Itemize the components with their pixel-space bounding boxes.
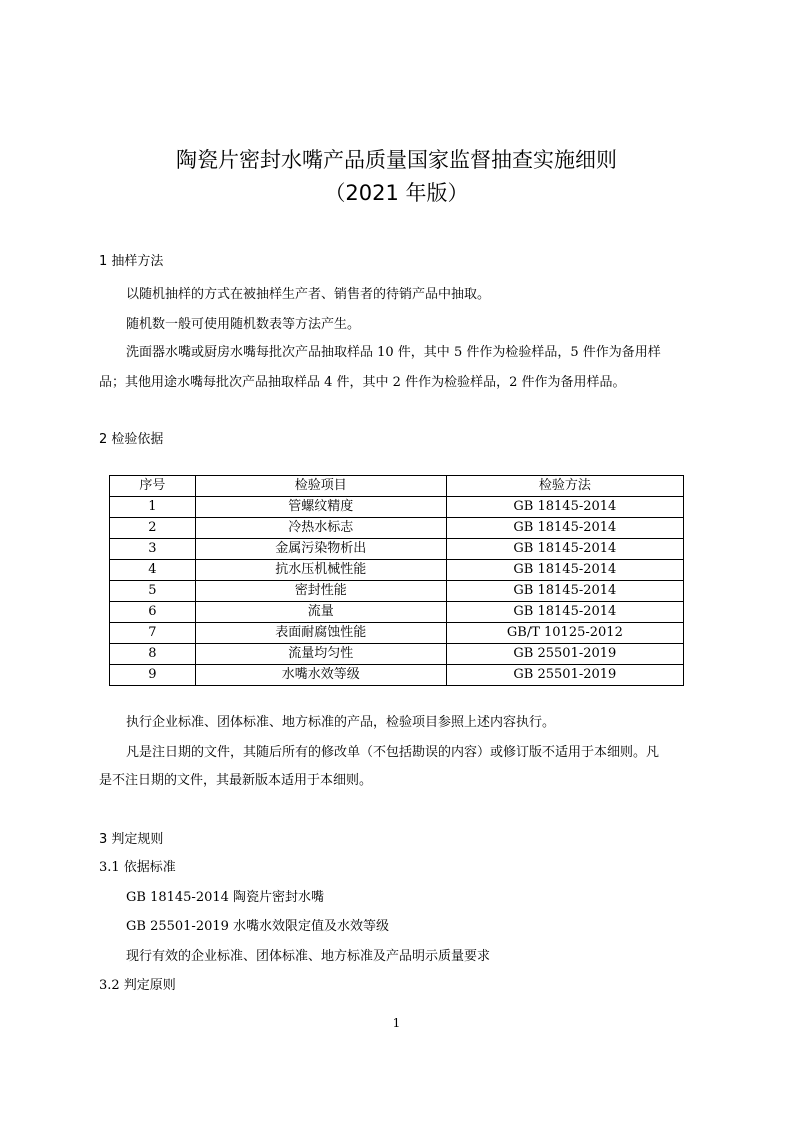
cell-item: 金属污染物析出 bbox=[195, 539, 446, 560]
subsection-3-1-heading: 3.1 依据标准 bbox=[99, 860, 176, 875]
table-row bbox=[110, 497, 684, 518]
section-2-paragraph-2-line-2: 是不注日期的文件，其最新版本适用于本细则。 bbox=[99, 773, 373, 788]
cell-number: 8 bbox=[110, 644, 196, 665]
cell-item: 流量 bbox=[195, 602, 446, 623]
section-1-paragraph-3-line-1: 洗面器水嘴或厨房水嘴每批次产品抽取样品 10 件，其中 5 件作为检验样品，5 件作为备用样 bbox=[126, 345, 661, 360]
section-2-heading: 2 检验依据 bbox=[99, 432, 164, 447]
cell-method: GB 18145-2014 bbox=[446, 602, 683, 623]
table-row bbox=[110, 518, 684, 539]
table-row bbox=[110, 560, 684, 581]
table-row bbox=[110, 665, 684, 686]
cell-item: 流量均匀性 bbox=[195, 644, 446, 665]
cell-method: GB 18145-2014 bbox=[446, 497, 683, 518]
subsection-3-2-heading: 3.2 判定原则 bbox=[99, 978, 176, 993]
page-number: 1 bbox=[392, 1016, 401, 1030]
section-1-paragraph-3-line-2: 品；其他用途水嘴每批次产品抽取样品 4 件，其中 2 件作为检验样品，2 件作为备用样品。 bbox=[99, 375, 626, 390]
inspection-items-table bbox=[109, 475, 684, 686]
cell-item: 冷热水标志 bbox=[195, 518, 446, 539]
column-header-number: 序号 bbox=[110, 476, 196, 497]
cell-item: 表面耐腐蚀性能 bbox=[195, 623, 446, 644]
table-row bbox=[110, 581, 684, 602]
cell-number: 1 bbox=[110, 497, 196, 518]
standard-item-3: 现行有效的企业标准、团体标准、地方标准及产品明示质量要求 bbox=[126, 949, 491, 964]
cell-item: 抗水压机械性能 bbox=[195, 560, 446, 581]
column-header-method: 检验方法 bbox=[446, 476, 683, 497]
section-3-heading: 3 判定规则 bbox=[99, 832, 164, 847]
cell-number: 4 bbox=[110, 560, 196, 581]
table-row bbox=[110, 644, 684, 665]
section-1-paragraph-1: 以随机抽样的方式在被抽样生产者、销售者的待销产品中抽取。 bbox=[126, 287, 491, 302]
standard-item-1: GB 18145-2014 陶瓷片密封水嘴 bbox=[126, 890, 325, 905]
cell-item: 密封性能 bbox=[195, 581, 446, 602]
cell-method: GB 18145-2014 bbox=[446, 518, 683, 539]
cell-number: 5 bbox=[110, 581, 196, 602]
cell-number: 3 bbox=[110, 539, 196, 560]
section-1-paragraph-2: 随机数一般可使用随机数表等方法产生。 bbox=[126, 317, 361, 332]
table-header-row bbox=[110, 476, 684, 497]
document-title: 陶瓷片密封水嘴产品质量国家监督抽查实施细则 bbox=[176, 148, 617, 172]
cell-number: 7 bbox=[110, 623, 196, 644]
cell-method: GB/T 10125-2012 bbox=[446, 623, 683, 644]
cell-method: GB 18145-2014 bbox=[446, 581, 683, 602]
cell-method: GB 18145-2014 bbox=[446, 539, 683, 560]
cell-item: 水嘴水效等级 bbox=[195, 665, 446, 686]
table-row bbox=[110, 539, 684, 560]
standard-item-2: GB 25501-2019 水嘴水效限定值及水效等级 bbox=[126, 919, 390, 934]
section-1-heading: 1 抽样方法 bbox=[99, 254, 164, 269]
cell-number: 2 bbox=[110, 518, 196, 539]
column-header-item: 检验项目 bbox=[195, 476, 446, 497]
cell-number: 9 bbox=[110, 665, 196, 686]
cell-item: 管螺纹精度 bbox=[195, 497, 446, 518]
table-row bbox=[110, 602, 684, 623]
section-2-paragraph-1: 执行企业标准、团体标准、地方标准的产品，检验项目参照上述内容执行。 bbox=[126, 715, 556, 730]
document-edition: （2021 年版） bbox=[324, 181, 469, 205]
cell-method: GB 18145-2014 bbox=[446, 560, 683, 581]
table-row bbox=[110, 623, 684, 644]
cell-method: GB 25501-2019 bbox=[446, 665, 683, 686]
section-2-paragraph-2-line-1: 凡是注日期的文件，其随后所有的修改单（不包括勘误的内容）或修订版不适用于本细则。凡 bbox=[126, 745, 660, 760]
cell-number: 6 bbox=[110, 602, 196, 623]
cell-method: GB 25501-2019 bbox=[446, 644, 683, 665]
